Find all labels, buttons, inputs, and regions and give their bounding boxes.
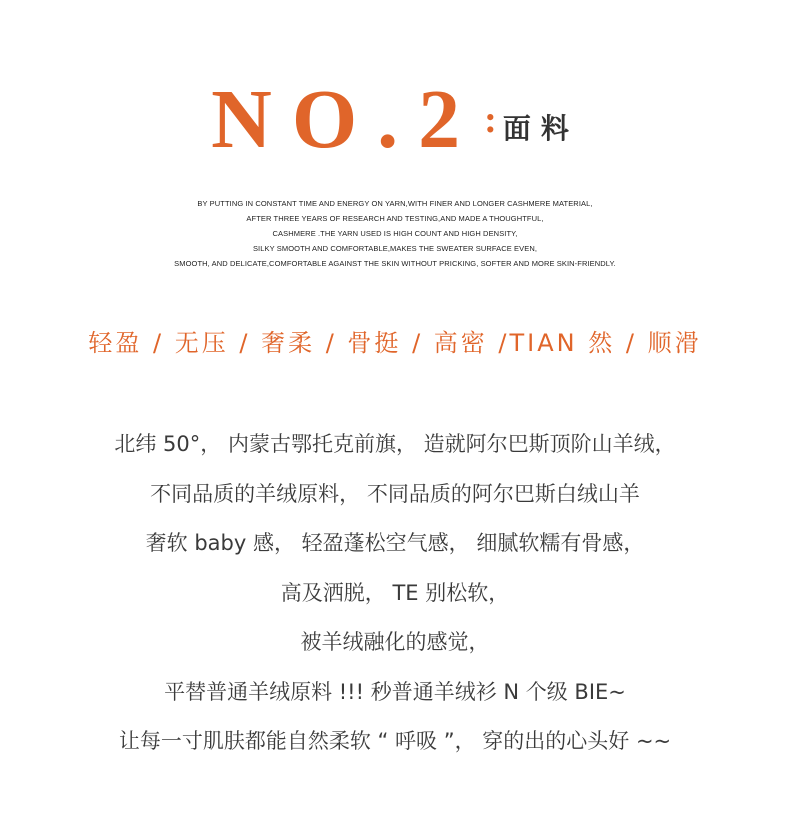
body-line: 奢软 baby 感， 轻盈蓬松空气感， 细腻软糯有骨感，	[145, 531, 645, 555]
body-line: 被羊绒融化的感觉，	[300, 630, 490, 654]
body-line: 让每一寸肌肤都能自然柔软 “ 呼吸 ”， 穿的出的心头好 ~~	[118, 729, 672, 753]
body-line: 平替普通羊绒原料 !!! 秒普通羊绒衫 N 个级 BIE~	[164, 679, 626, 704]
body-copy	[0, 420, 790, 767]
section-header	[0, 73, 790, 166]
description-line: BY PUTTING IN CONSTANT TIME AND ENERGY ON YARN,WITH FINER AND LONGER CASHMERE MATERIAL,	[197, 199, 593, 208]
english-description	[0, 196, 790, 271]
body-line: 不同品质的羊绒原料， 不同品质的阿尔巴斯白绒山羊	[150, 481, 640, 506]
section-number: NO.2	[211, 73, 481, 166]
description-line: SMOOTH, AND DELICATE,COMFORTABLE AGAINST THE SKIN WITHOUT PRICKING, SOFTER AND MORE SKIN-FRIENDLY.	[174, 259, 616, 268]
feature-keywords: 轻盈 / 无压 / 奢柔 / 骨挺 / 高密 /TIAN 然 / 顺滑	[88, 329, 702, 357]
section-subtitle: 面料	[502, 112, 579, 145]
description-line: AFTER THREE YEARS OF RESEARCH AND TESTING,AND MADE A THOUGHTFUL,	[246, 214, 544, 223]
description-line: SILKY SMOOTH AND COMFORTABLE,MAKES THE SWEATER SURFACE EVEN,	[252, 244, 538, 253]
description-line: CASHMERE .THE YARN USED IS HIGH COUNT AND HIGH DENSITY,	[272, 229, 518, 238]
section-colon: :	[484, 99, 497, 141]
body-line: 高及洒脱， TE 别松软，	[280, 580, 510, 605]
body-line: 北纬 50°， 内蒙古鄂托克前旗， 造就阿尔巴斯顶阶山羊绒，	[114, 432, 676, 456]
